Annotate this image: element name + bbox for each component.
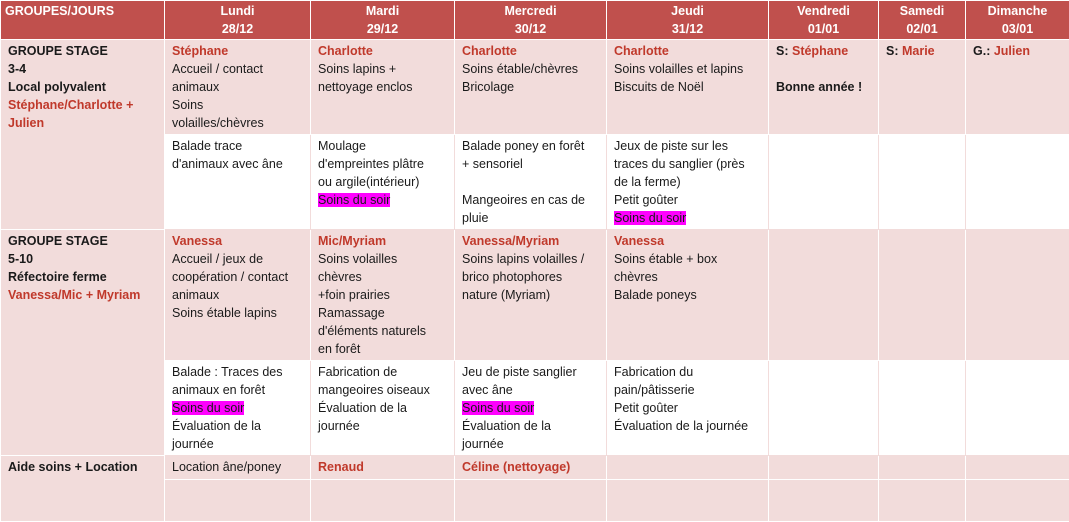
activity: Location âne/poney <box>172 458 304 476</box>
activity: Petit goûter <box>614 399 762 417</box>
group-age: 5-10 <box>8 250 158 268</box>
leader-name: Charlotte <box>318 42 448 60</box>
day-header-wednesday <box>455 1 607 40</box>
activity: Soins <box>172 96 304 114</box>
group2-thursday-afternoon <box>607 361 769 456</box>
activity: traces du sanglier (près <box>614 155 762 173</box>
activity: +foin prairies <box>318 286 448 304</box>
group1-friday <box>769 40 879 135</box>
group-age: 3-4 <box>8 60 158 78</box>
leader-name: Vanessa <box>614 232 762 250</box>
day-date: 29/12 <box>315 20 450 38</box>
help-monday <box>165 456 311 480</box>
group1-monday-afternoon <box>165 135 311 230</box>
leader-name: Vanessa/Myriam <box>462 232 600 250</box>
day-header-sunday <box>966 1 1069 40</box>
day-date: 28/12 <box>169 20 306 38</box>
activity: pluie <box>462 209 600 227</box>
group2-saturday-afternoon <box>879 361 966 456</box>
group-location: Local polyvalent <box>8 78 158 96</box>
activity: animaux <box>172 78 304 96</box>
group1-saturday-afternoon <box>879 135 966 230</box>
group2-monday-afternoon <box>165 361 311 456</box>
help-saturday-extra <box>879 480 966 522</box>
activity: pain/pâtisserie <box>614 381 762 399</box>
spacer <box>776 60 872 78</box>
activity: Ramassage <box>318 304 448 322</box>
duty-prefix: S: <box>776 44 792 58</box>
group2-friday-morning <box>769 230 879 361</box>
help-tuesday-extra <box>311 480 455 522</box>
day-date: 03/01 <box>970 20 1065 38</box>
activity: animaux en forêt <box>172 381 304 399</box>
group2-sunday-morning <box>966 230 1069 361</box>
day-date: 31/12 <box>611 20 764 38</box>
leader-name: Marie <box>902 44 935 58</box>
group-title: GROUPE STAGE <box>8 42 158 60</box>
activity: chèvres <box>318 268 448 286</box>
activity: Évaluation de la <box>172 417 304 435</box>
activity: Bricolage <box>462 78 600 96</box>
activity: coopération / contact <box>172 268 304 286</box>
activity: brico photophores <box>462 268 600 286</box>
group1-sunday <box>966 40 1069 135</box>
group1-saturday <box>879 40 966 135</box>
day-header-monday <box>165 1 311 40</box>
activity: Soins lapins volailles / <box>462 250 600 268</box>
help-row <box>1 456 1069 480</box>
group1-wednesday-afternoon <box>455 135 607 230</box>
help-label: Aide soins + Location <box>8 458 158 476</box>
activity: Soins lapins + <box>318 60 448 78</box>
day-name: Mercredi <box>459 2 602 20</box>
activity: Jeu de piste sanglier <box>462 363 600 381</box>
help-friday-extra <box>769 480 879 522</box>
group1-wednesday-morning <box>455 40 607 135</box>
activity: ou argile(intérieur) <box>318 173 448 191</box>
duty-line <box>776 42 872 60</box>
help-thursday-extra <box>607 480 769 522</box>
group1-friday-afternoon <box>769 135 879 230</box>
helper-name: Céline (nettoyage) <box>462 458 600 476</box>
day-name: Lundi <box>169 2 306 20</box>
group2-tuesday-afternoon <box>311 361 455 456</box>
leader-name: Charlotte <box>614 42 762 60</box>
day-date: 30/12 <box>459 20 602 38</box>
help-label-cell <box>1 456 165 522</box>
help-sunday-extra <box>966 480 1069 522</box>
leader-name: Stéphane <box>172 42 304 60</box>
duty-prefix: G.: <box>973 44 994 58</box>
group1-tuesday-morning <box>311 40 455 135</box>
activity: Soins étable/chèvres <box>462 60 600 78</box>
day-header-friday <box>769 1 879 40</box>
help-tuesday <box>311 456 455 480</box>
day-name: Dimanche <box>970 2 1065 20</box>
leader-name: Vanessa <box>172 232 304 250</box>
activity: Accueil / contact <box>172 60 304 78</box>
duty-line <box>973 42 1063 60</box>
day-date: 01/01 <box>773 20 874 38</box>
group1-sunday-afternoon <box>966 135 1069 230</box>
group2-tuesday-morning <box>311 230 455 361</box>
activity: nettoyage enclos <box>318 78 448 96</box>
group-title: GROUPE STAGE <box>8 232 158 250</box>
helper-name: Renaud <box>318 458 448 476</box>
activity: Biscuits de Noël <box>614 78 762 96</box>
activity: Balade poney en forêt <box>462 137 600 155</box>
activity: animaux <box>172 286 304 304</box>
activity: Jeux de piste sur les <box>614 137 762 155</box>
activity: volailles/chèvres <box>172 114 304 132</box>
day-name: Samedi <box>883 2 961 20</box>
group1-thursday-afternoon <box>607 135 769 230</box>
activity: journée <box>318 417 448 435</box>
activity: mangeoires oiseaux <box>318 381 448 399</box>
activity: Soins volailles <box>318 250 448 268</box>
activity: en forêt <box>318 340 448 358</box>
activity: d'éléments naturels <box>318 322 448 340</box>
evening-care-highlight: Soins du soir <box>318 193 390 207</box>
new-year-wish: Bonne année ! <box>776 78 872 96</box>
help-monday-extra <box>165 480 311 522</box>
leader-name: Charlotte <box>462 42 600 60</box>
activity: Fabrication de <box>318 363 448 381</box>
group-leaders: Stéphane/Charlotte + Julien <box>8 96 158 132</box>
activity: Soins étable lapins <box>172 304 304 322</box>
help-sunday <box>966 456 1069 480</box>
spacer <box>462 173 600 191</box>
duty-prefix: S: <box>886 44 902 58</box>
group1-morning-row <box>1 40 1069 135</box>
day-header-thursday <box>607 1 769 40</box>
group1-label-cell <box>1 40 165 230</box>
activity: Accueil / jeux de <box>172 250 304 268</box>
activity: d'animaux avec âne <box>172 155 304 173</box>
leader-name: Mic/Myriam <box>318 232 448 250</box>
leader-name: Julien <box>994 44 1030 58</box>
group2-sunday-afternoon <box>966 361 1069 456</box>
activity: Balade poneys <box>614 286 762 304</box>
activity: d'empreintes plâtre <box>318 155 448 173</box>
group2-friday-afternoon <box>769 361 879 456</box>
help-saturday <box>879 456 966 480</box>
corner-header: GROUPES/JOURS <box>1 1 165 40</box>
activity: Évaluation de la journée <box>614 417 762 435</box>
activity: Petit goûter <box>614 191 762 209</box>
group2-wednesday-afternoon <box>455 361 607 456</box>
evening-care-highlight: Soins du soir <box>462 401 534 415</box>
activity: chèvres <box>614 268 762 286</box>
duty-line <box>886 42 959 60</box>
activity: avec âne <box>462 381 600 399</box>
activity: Évaluation de la <box>462 417 600 435</box>
group2-monday-morning <box>165 230 311 361</box>
day-header-saturday <box>879 1 966 40</box>
help-friday <box>769 456 879 480</box>
activity: journée <box>462 435 600 453</box>
help-wednesday <box>455 456 607 480</box>
group-leaders: Vanessa/Mic + Myriam <box>8 286 158 304</box>
group2-morning-row <box>1 230 1069 361</box>
day-name: Mardi <box>315 2 450 20</box>
activity: + sensoriel <box>462 155 600 173</box>
activity: Soins volailles et lapins <box>614 60 762 78</box>
day-header-tuesday <box>311 1 455 40</box>
help-thursday <box>607 456 769 480</box>
day-name: Vendredi <box>773 2 874 20</box>
activity: Balade : Traces des <box>172 363 304 381</box>
group2-wednesday-morning <box>455 230 607 361</box>
group1-thursday-morning <box>607 40 769 135</box>
activity: journée <box>172 435 304 453</box>
group1-tuesday-afternoon <box>311 135 455 230</box>
activity: nature (Myriam) <box>462 286 600 304</box>
day-name: Jeudi <box>611 2 764 20</box>
activity: Mangeoires en cas de <box>462 191 600 209</box>
evening-care-highlight: Soins du soir <box>172 401 244 415</box>
activity: Soins étable + box <box>614 250 762 268</box>
header-row <box>1 1 1069 40</box>
group2-label-cell <box>1 230 165 456</box>
group2-thursday-morning <box>607 230 769 361</box>
activity: Évaluation de la <box>318 399 448 417</box>
activity: Balade trace <box>172 137 304 155</box>
group-location: Réfectoire ferme <box>8 268 158 286</box>
activity: Fabrication du <box>614 363 762 381</box>
leader-name: Stéphane <box>792 44 848 58</box>
evening-care-highlight: Soins du soir <box>614 211 686 225</box>
help-wednesday-extra <box>455 480 607 522</box>
group2-saturday-morning <box>879 230 966 361</box>
activity: Moulage <box>318 137 448 155</box>
day-date: 02/01 <box>883 20 961 38</box>
activity: de la ferme) <box>614 173 762 191</box>
group1-monday-morning <box>165 40 311 135</box>
